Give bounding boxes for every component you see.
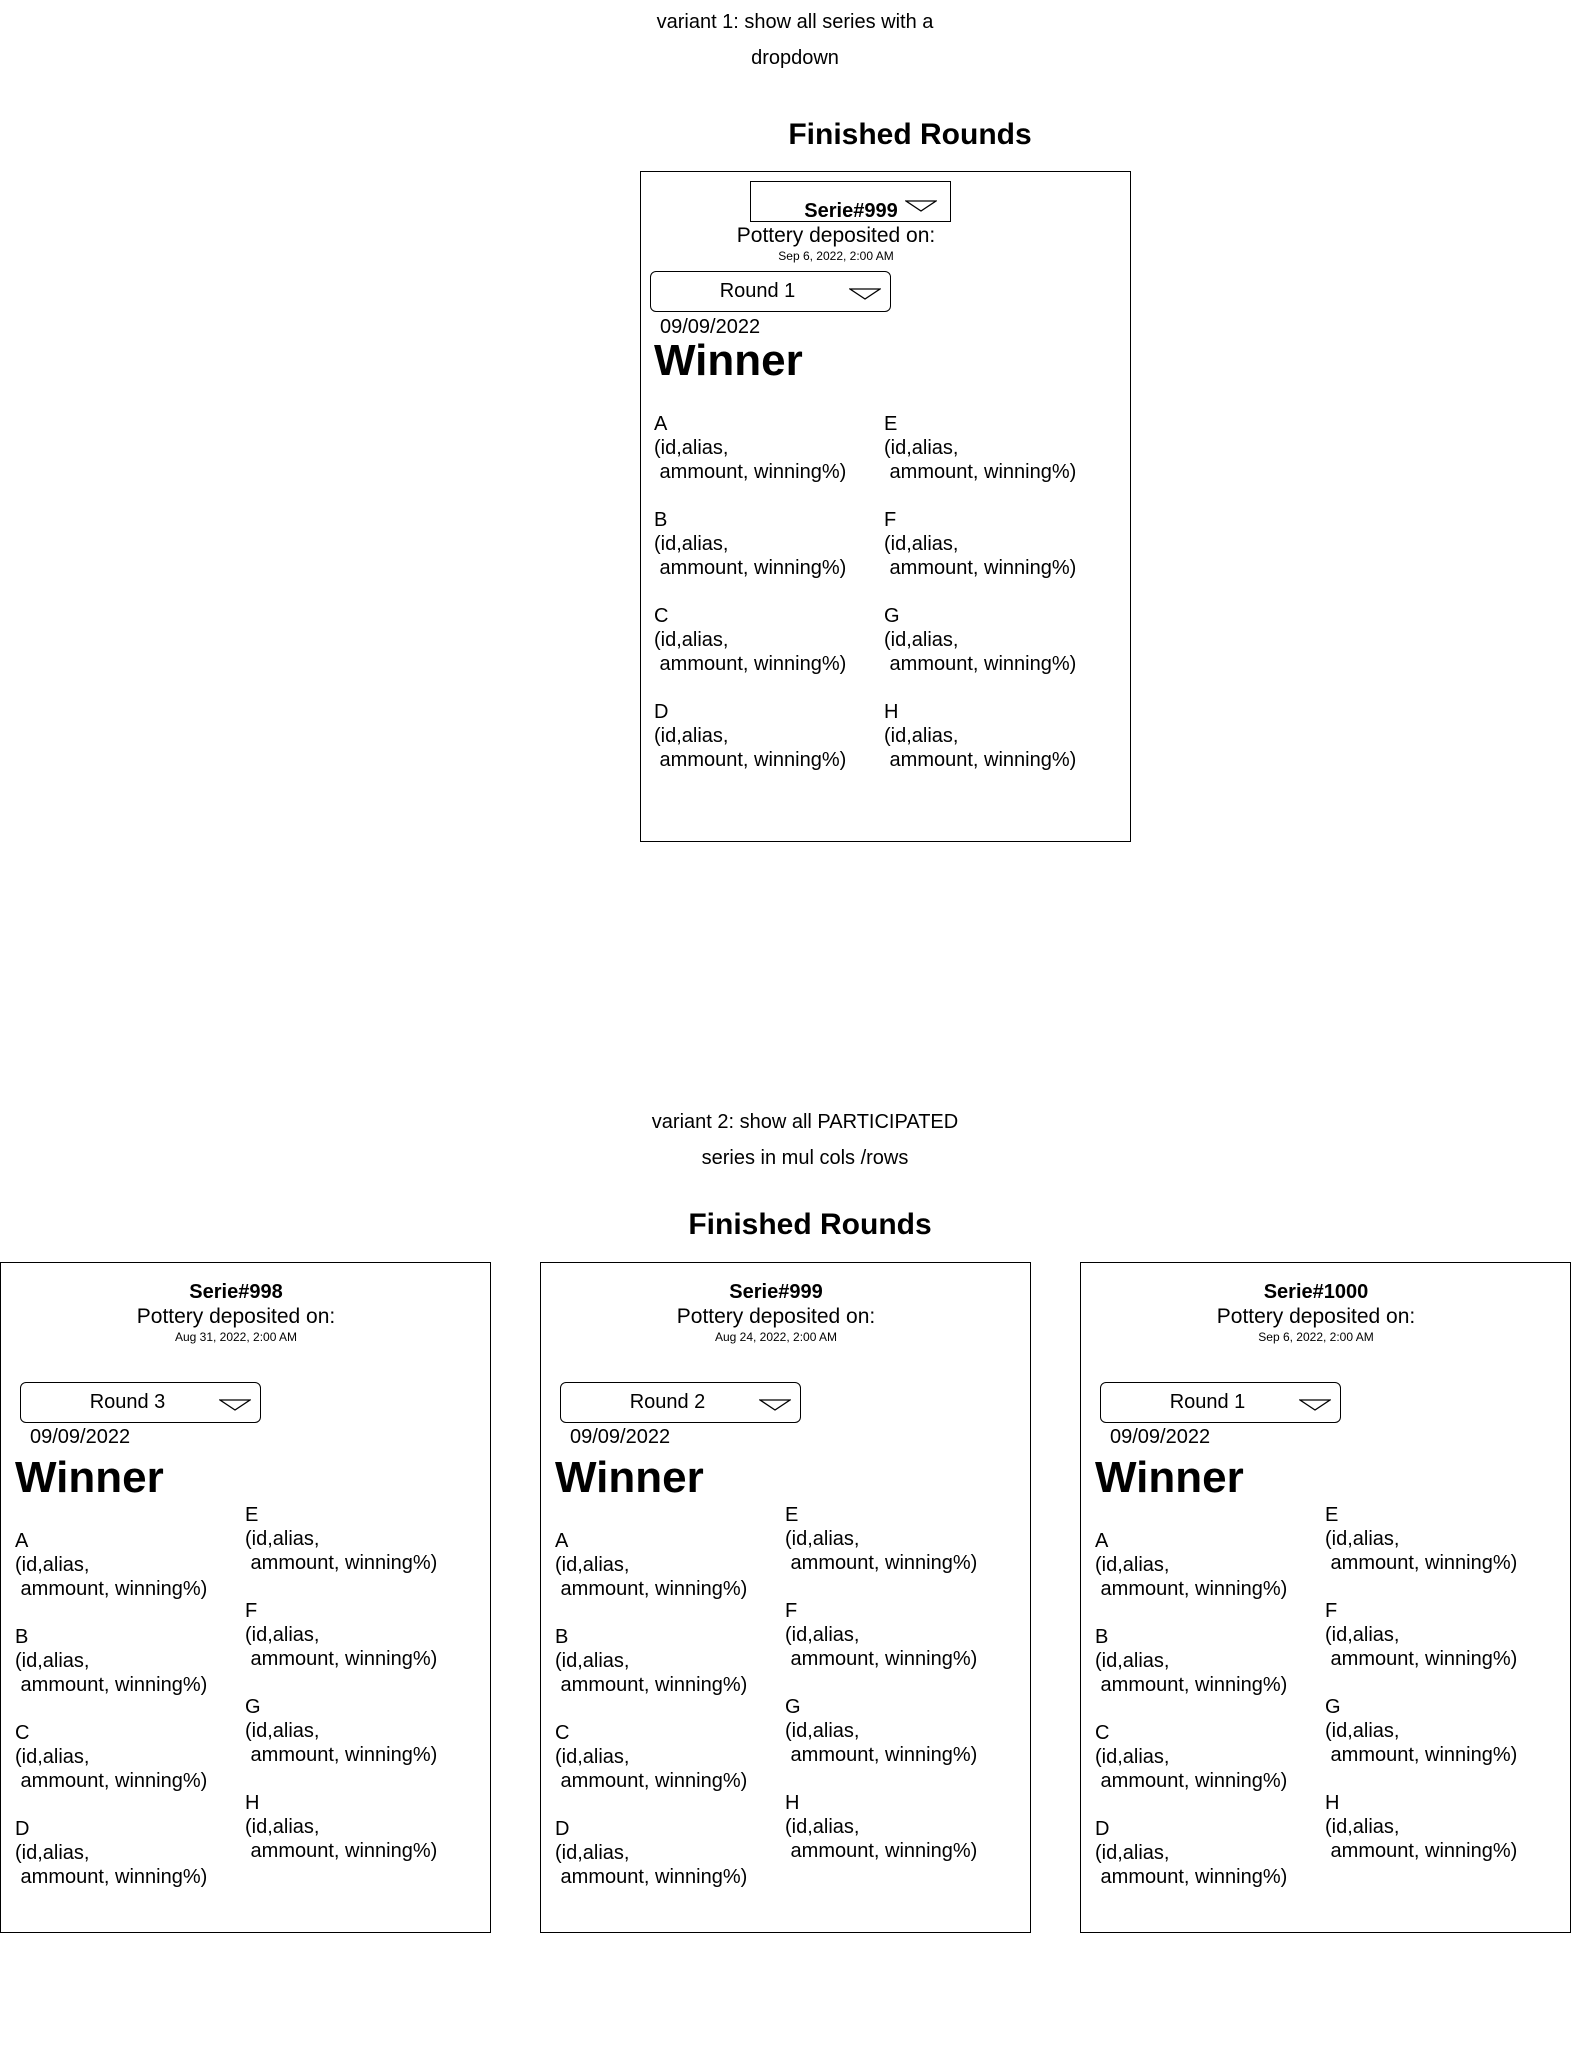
list-item (884, 412, 1076, 484)
chevron-down-icon (759, 1399, 791, 1411)
entry-letter: C (654, 605, 669, 627)
entry-line1: (id,alias, (884, 437, 959, 459)
entry-line2: ammount, winning%) (654, 461, 847, 483)
entry-letter: C (15, 1722, 30, 1744)
list-item (884, 604, 1076, 676)
entry-line2: ammount, winning%) (15, 1578, 208, 1600)
deposit-date: Sep 6, 2022, 2:00 AM (1258, 1330, 1374, 1344)
round-dropdown-label: Round 2 (629, 1391, 706, 1413)
entry-line1: (id,alias, (1095, 1746, 1170, 1768)
round-date: 09/09/2022 (30, 1426, 131, 1448)
serie-card-999 (540, 1262, 1031, 1933)
list-item (1095, 1817, 1287, 1889)
round-dropdown-label: Round 1 (1169, 1391, 1246, 1413)
entry-line2: ammount, winning%) (1325, 1552, 1518, 1574)
entry-letter: A (1095, 1530, 1109, 1552)
variant2-heading: Finished Rounds (688, 1208, 932, 1241)
entry-line2: ammount, winning%) (245, 1744, 438, 1766)
round-date: 09/09/2022 (570, 1426, 671, 1448)
variant2-caption-line2: series in mul cols /rows (701, 1147, 909, 1169)
deposit-date: Aug 31, 2022, 2:00 AM (174, 1330, 298, 1344)
entry-line1: (id,alias, (245, 1624, 320, 1646)
entry-letter: C (1095, 1722, 1110, 1744)
entry-line1: (id,alias, (785, 1528, 860, 1550)
winner-label: Winner (555, 1453, 704, 1502)
entry-letter: D (555, 1818, 570, 1840)
list-item (785, 1791, 977, 1863)
list-item (1325, 1503, 1517, 1575)
list-item (1325, 1599, 1517, 1671)
list-item (1325, 1791, 1517, 1863)
entry-line1: (id,alias, (1325, 1816, 1400, 1838)
entry-letter: D (654, 701, 669, 723)
winner-label: Winner (15, 1453, 164, 1502)
entry-letter: E (884, 413, 898, 435)
entry-line2: ammount, winning%) (15, 1770, 208, 1792)
entry-line1: (id,alias, (15, 1554, 90, 1576)
chevron-down-icon (1299, 1399, 1331, 1411)
entry-line1: (id,alias, (555, 1746, 630, 1768)
entry-line2: ammount, winning%) (555, 1866, 748, 1888)
entry-letter: F (1325, 1600, 1338, 1622)
entry-line2: ammount, winning%) (1325, 1840, 1518, 1862)
variant1-heading: Finished Rounds (788, 118, 1032, 151)
list-item (555, 1721, 747, 1793)
list-item (785, 1599, 977, 1671)
entry-letter: B (1095, 1626, 1109, 1648)
entry-line2: ammount, winning%) (245, 1840, 438, 1862)
entry-line1: (id,alias, (884, 725, 959, 747)
entry-line1: (id,alias, (1325, 1528, 1400, 1550)
entry-letter: H (884, 701, 899, 723)
entry-line1: (id,alias, (654, 725, 729, 747)
round-dropdown[interactable] (650, 271, 891, 312)
entry-line2: ammount, winning%) (245, 1648, 438, 1670)
entry-letter: C (555, 1722, 570, 1744)
entry-line2: ammount, winning%) (785, 1744, 978, 1766)
list-item (15, 1817, 207, 1889)
list-item (884, 700, 1076, 772)
entry-letter: A (555, 1530, 569, 1552)
entry-letter: H (785, 1792, 800, 1814)
list-item (555, 1529, 747, 1601)
list-item (555, 1817, 747, 1889)
entry-letter: A (15, 1530, 29, 1552)
entry-line1: (id,alias, (785, 1720, 860, 1742)
entry-line1: (id,alias, (245, 1816, 320, 1838)
entry-letter: G (1325, 1696, 1341, 1718)
entry-line2: ammount, winning%) (1095, 1866, 1288, 1888)
serie-title: Serie#999 (804, 200, 898, 222)
variant1-caption (595, 4, 995, 76)
entry-line1: (id,alias, (1095, 1554, 1170, 1576)
entry-line1: (id,alias, (245, 1720, 320, 1742)
entry-letter: G (245, 1696, 261, 1718)
entry-line2: ammount, winning%) (884, 461, 1077, 483)
entry-line2: ammount, winning%) (245, 1552, 438, 1574)
deposit-label: Pottery deposited on: (676, 1305, 876, 1328)
entry-line2: ammount, winning%) (884, 653, 1077, 675)
round-date: 09/09/2022 (1110, 1426, 1211, 1448)
entry-line2: ammount, winning%) (785, 1552, 978, 1574)
entry-letter: B (654, 509, 668, 531)
variant1-caption-line2: dropdown (751, 47, 839, 69)
entry-letter: B (555, 1626, 569, 1648)
entry-line2: ammount, winning%) (1095, 1578, 1288, 1600)
round-date: 09/09/2022 (660, 316, 761, 338)
entry-line2: ammount, winning%) (1325, 1744, 1518, 1766)
deposit-date: Sep 6, 2022, 2:00 AM (778, 249, 894, 263)
round-dropdown-label: Round 1 (719, 280, 796, 302)
deposit-date: Aug 24, 2022, 2:00 AM (714, 1330, 838, 1344)
winner-label: Winner (654, 336, 803, 385)
list-item (555, 1625, 747, 1697)
entry-line2: ammount, winning%) (1325, 1648, 1518, 1670)
entry-letter: B (15, 1626, 29, 1648)
entry-letter: E (1325, 1504, 1339, 1526)
list-item (15, 1625, 207, 1697)
entry-line2: ammount, winning%) (555, 1674, 748, 1696)
entry-letter: H (1325, 1792, 1340, 1814)
entry-letter: E (245, 1504, 259, 1526)
list-item (245, 1695, 437, 1767)
chevron-down-icon (849, 288, 881, 300)
entry-line1: (id,alias, (15, 1842, 90, 1864)
entry-letter: H (245, 1792, 260, 1814)
list-item (245, 1791, 437, 1863)
entry-letter: D (15, 1818, 30, 1840)
list-item (654, 508, 846, 580)
entry-line2: ammount, winning%) (884, 749, 1077, 771)
list-item (1095, 1529, 1287, 1601)
list-item (15, 1529, 207, 1601)
deposit-label: Pottery deposited on: (1216, 1305, 1416, 1328)
serie-title: Serie#999 (729, 1281, 823, 1303)
entry-line2: ammount, winning%) (15, 1674, 208, 1696)
entry-line2: ammount, winning%) (1095, 1674, 1288, 1696)
chevron-down-icon (219, 1399, 251, 1411)
variant2-caption-line1: variant 2: show all PARTICIPATED (651, 1111, 959, 1133)
round-dropdown[interactable] (1100, 1382, 1341, 1423)
list-item (245, 1599, 437, 1671)
entry-line1: (id,alias, (555, 1842, 630, 1864)
entry-line2: ammount, winning%) (1095, 1770, 1288, 1792)
entry-line1: (id,alias, (1095, 1650, 1170, 1672)
entry-letter: D (1095, 1818, 1110, 1840)
entry-line1: (id,alias, (1095, 1842, 1170, 1864)
deposit-label: Pottery deposited on: (136, 1305, 336, 1328)
entry-line2: ammount, winning%) (15, 1866, 208, 1888)
list-item (1095, 1721, 1287, 1793)
entry-letter: E (785, 1504, 799, 1526)
entry-line1: (id,alias, (654, 437, 729, 459)
entry-line1: (id,alias, (884, 533, 959, 555)
entry-line1: (id,alias, (654, 629, 729, 651)
variant1-card (640, 171, 1131, 842)
list-item (654, 412, 846, 484)
entry-line1: (id,alias, (1325, 1720, 1400, 1742)
entry-line1: (id,alias, (555, 1650, 630, 1672)
entry-line2: ammount, winning%) (785, 1840, 978, 1862)
entry-line1: (id,alias, (245, 1528, 320, 1550)
list-item (654, 700, 846, 772)
serie-card-998 (0, 1262, 491, 1933)
list-item (245, 1503, 437, 1575)
entry-letter: G (884, 605, 900, 627)
entry-line1: (id,alias, (15, 1650, 90, 1672)
entry-line2: ammount, winning%) (785, 1648, 978, 1670)
list-item (15, 1721, 207, 1793)
serie-card-1000 (1080, 1262, 1571, 1933)
list-item (785, 1503, 977, 1575)
round-dropdown-label: Round 3 (89, 1391, 166, 1413)
round-dropdown[interactable] (20, 1382, 261, 1423)
entry-letter: F (785, 1600, 798, 1622)
round-dropdown[interactable] (560, 1382, 801, 1423)
entry-letter: F (245, 1600, 258, 1622)
serie-title: Serie#998 (189, 1281, 283, 1303)
entry-line1: (id,alias, (785, 1816, 860, 1838)
entry-line1: (id,alias, (15, 1746, 90, 1768)
entry-line2: ammount, winning%) (884, 557, 1077, 579)
entry-line2: ammount, winning%) (654, 557, 847, 579)
list-item (1095, 1625, 1287, 1697)
list-item (884, 508, 1076, 580)
variant1-caption-line1: variant 1: show all series with a (656, 11, 934, 33)
variant2-caption (595, 1104, 1015, 1176)
entry-line2: ammount, winning%) (555, 1770, 748, 1792)
entry-line2: ammount, winning%) (555, 1578, 748, 1600)
entry-letter: G (785, 1696, 801, 1718)
entry-line2: ammount, winning%) (654, 749, 847, 771)
deposit-label: Pottery deposited on: (736, 224, 936, 247)
serie-title: Serie#1000 (1263, 1281, 1369, 1303)
entry-line1: (id,alias, (884, 629, 959, 651)
list-item (1325, 1695, 1517, 1767)
entry-line1: (id,alias, (785, 1624, 860, 1646)
winner-label: Winner (1095, 1453, 1244, 1502)
list-item (785, 1695, 977, 1767)
entry-line1: (id,alias, (1325, 1624, 1400, 1646)
entry-letter: F (884, 509, 897, 531)
entry-line2: ammount, winning%) (654, 653, 847, 675)
entry-line1: (id,alias, (555, 1554, 630, 1576)
list-item (654, 604, 846, 676)
entry-letter: A (654, 413, 668, 435)
entry-line1: (id,alias, (654, 533, 729, 555)
